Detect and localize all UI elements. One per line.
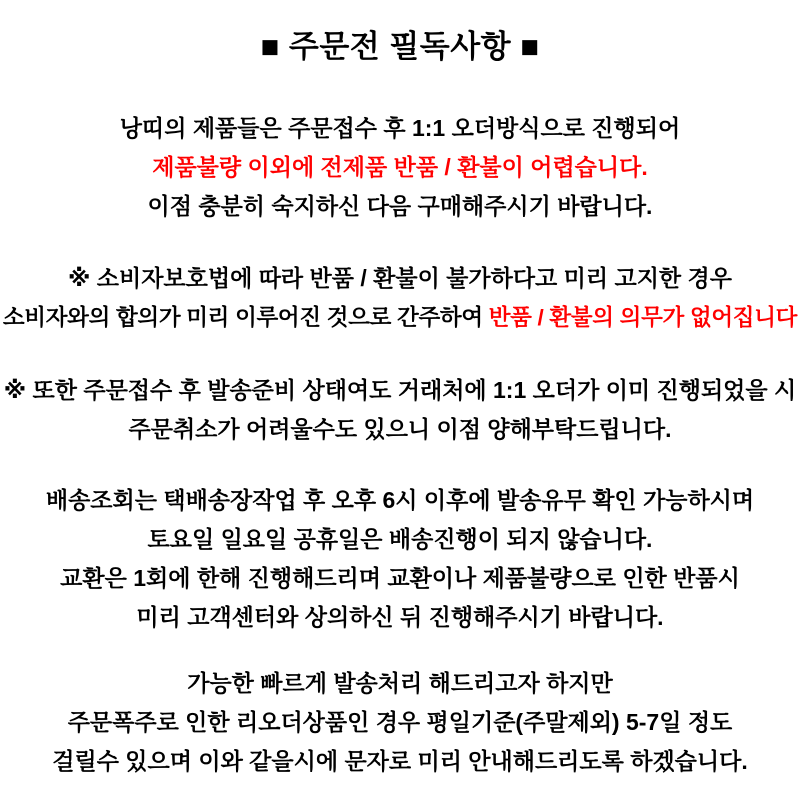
notice-line: 주문폭주로 인한 리오더상품인 경우 평일기준(주말제외) 5-7일 정도	[67, 709, 733, 735]
notice-line: 가능한 빠르게 발송처리 해드리고자 하지만	[187, 670, 613, 696]
section-order-method	[0, 109, 800, 226]
section-consumer-law	[0, 259, 800, 337]
notice-line-warning: 제품불량 이외에 전제품 반품 / 환불이 어렵습니다.	[152, 154, 648, 180]
notice-line: 교환은 1회에 한해 진행해드리며 교환이나 제품불량으로 인한 반품시	[60, 565, 740, 591]
notice-line-mixed-red: 반품 / 환불의 의무가 없어집니다	[488, 305, 798, 330]
section-shipping-exchange	[0, 481, 800, 637]
notice-line: ※ 소비자보호법에 따라 반품 / 환불이 불가하다고 미리 고지한 경우	[68, 265, 732, 291]
notice-line: 배송조회는 택배송장작업 후 오후 6시 이후에 발송유무 확인 가능하시며	[45, 487, 755, 513]
notice-line: 걸릴수 있으며 이와 같을시에 문자로 미리 안내해드리도록 하겠습니다.	[52, 748, 748, 774]
page-title: ■ 주문전 필독사항 ■	[260, 29, 540, 64]
notice-line: 토요일 일요일 공휴일은 배송진행이 되지 않습니다.	[147, 526, 653, 552]
section-cancel-policy	[0, 371, 800, 449]
section-reorder-delay	[0, 664, 800, 781]
notice-line: 낭띠의 제품들은 주문접수 후 1:1 오더방식으로 진행되어	[119, 115, 681, 141]
notice-line: 주문취소가 어려울수도 있으니 이점 양해부탁드립니다.	[128, 416, 672, 442]
notice-line: 이점 충분히 숙지하신 다음 구매해주시기 바랍니다.	[147, 193, 653, 219]
notice-line: 미리 고객센터와 상의하신 뒤 진행해주시기 바랍니다.	[136, 604, 664, 630]
notice-line-mixed	[0, 298, 800, 337]
notice-line-mixed-black: 소비자와의 합의가 미리 이루어진 것으로 간주하여	[2, 305, 489, 330]
notice-line: ※ 또한 주문접수 후 발송준비 상태여도 거래처에 1:1 오더가 이미 진행되었을 시	[3, 377, 797, 403]
